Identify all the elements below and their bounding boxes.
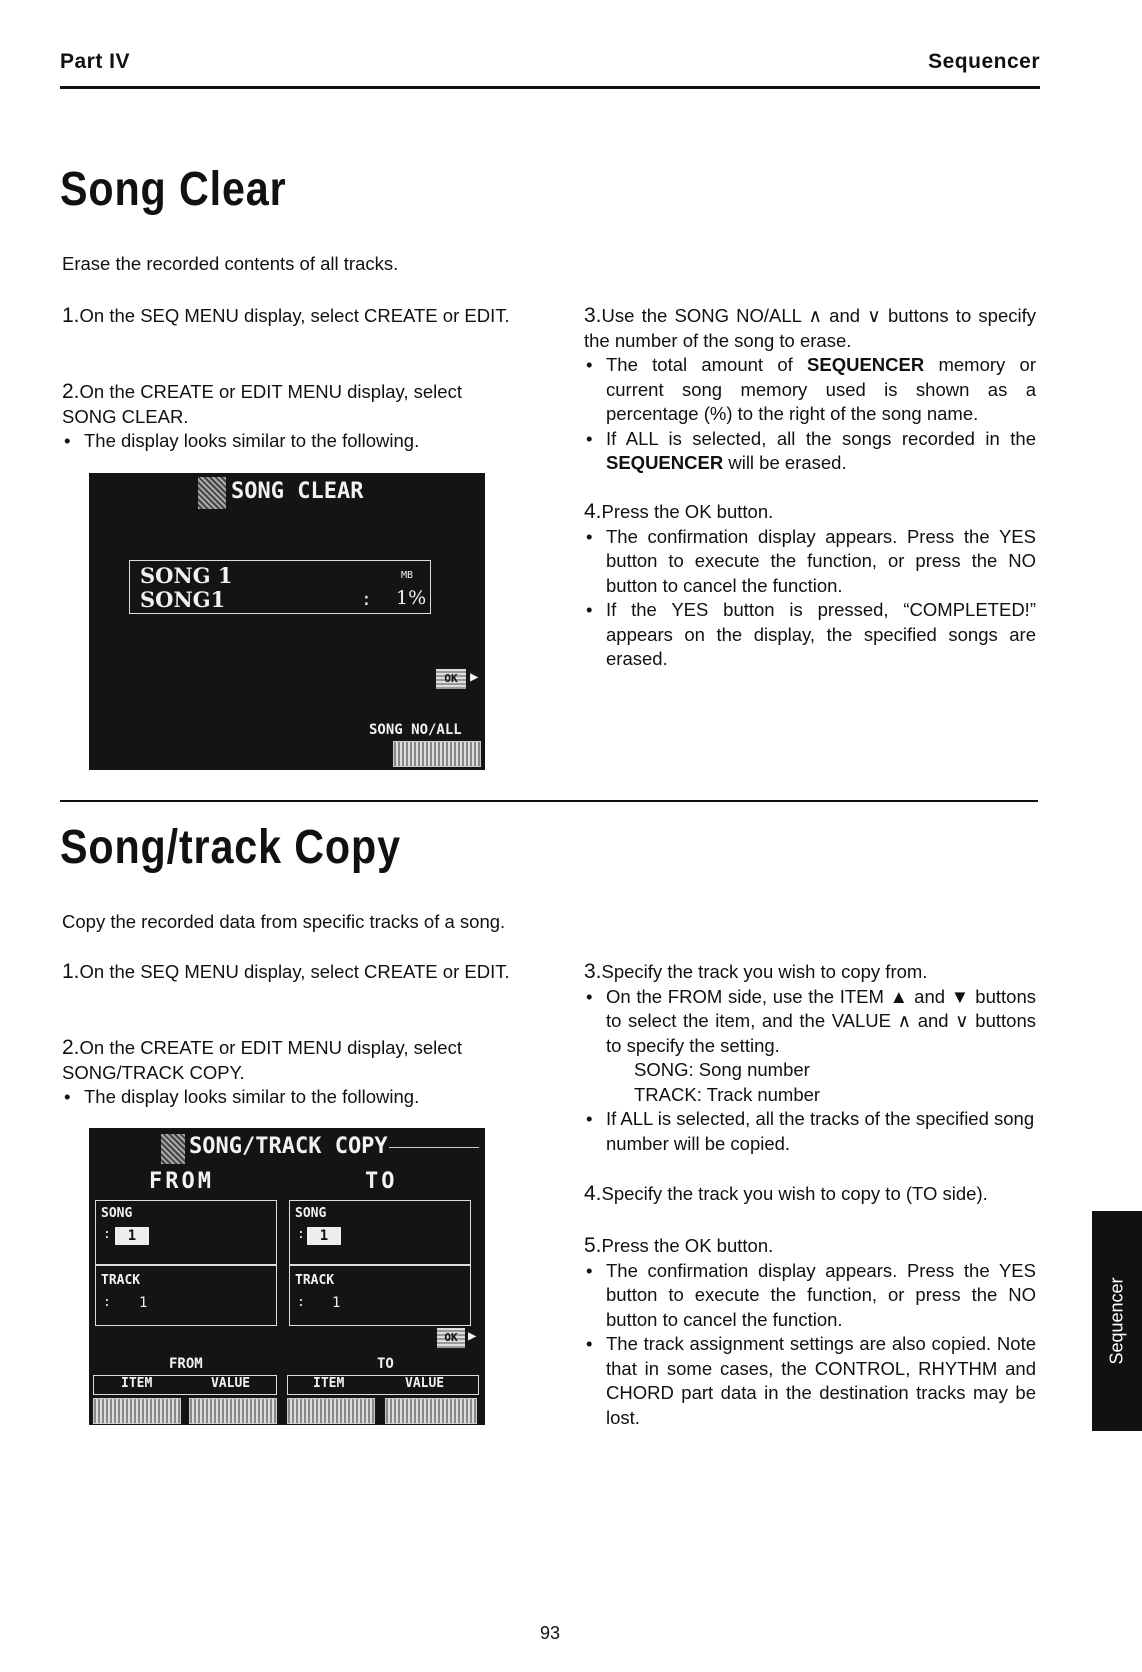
from-item-label: ITEM (121, 1376, 153, 1391)
ok-arrow-icon: ▶ (468, 1328, 477, 1344)
to-item-button[interactable] (287, 1398, 375, 1424)
from-track-colon: : (103, 1295, 111, 1310)
step-bullet: • If ALL is selected, all the songs recorded in the SEQUENCER will be erased. (584, 427, 1036, 476)
step-number: 4. (584, 500, 602, 523)
step-subitem: SONG: Song number (634, 1059, 810, 1080)
to-value-button[interactable] (385, 1398, 477, 1424)
from-heading: FROM (149, 1169, 214, 1194)
step-number: 3. (584, 960, 602, 983)
step-bullet: • The total amount of SEQUENCER memory or current song memory used is shown as a percentage (%) to the right of the song name. (584, 353, 1036, 427)
memory-value: 1% (396, 587, 427, 609)
song-name: SONG1 (140, 587, 226, 612)
header-section: Sequencer (928, 50, 1040, 73)
step-text: On the SEQ MENU display, select CREATE or EDIT. (79, 961, 510, 982)
step-number: 5. (584, 1234, 602, 1257)
song-clear-intro: Erase the recorded contents of all tracks. (62, 253, 399, 274)
song-no-all-button[interactable] (393, 741, 481, 767)
step-text: Specify the track you wish to copy from. (601, 961, 928, 982)
to-track-colon: : (297, 1295, 305, 1310)
side-tab-label: Sequencer (1106, 1277, 1127, 1365)
section-rule (60, 800, 1038, 802)
step-text: Use the SONG NO/ALL ∧ and ∨ buttons to specify the number of the song to erase. (584, 305, 1036, 351)
song-copy-step-2 (62, 1036, 512, 1110)
song-copy-screen-title: SONG/TRACK COPY (189, 1134, 388, 1159)
memory-colon: : (361, 589, 372, 610)
side-tab (1092, 1211, 1142, 1431)
to-song-label: SONG (295, 1206, 327, 1221)
step-text: On the CREATE or EDIT MENU display, select SONG/TRACK COPY. (62, 1037, 462, 1083)
to-value-label: VALUE (405, 1376, 445, 1391)
step-bullet: • The display looks similar to the following. (62, 1085, 512, 1110)
from-value-button[interactable] (189, 1398, 277, 1424)
step-text: On the CREATE or EDIT MENU display, select SONG CLEAR. (62, 381, 462, 427)
to-song-value[interactable]: 1 (307, 1227, 341, 1245)
page-number: 93 (540, 1623, 561, 1643)
song-number: SONG 1 (140, 563, 233, 588)
from-song-colon: : (103, 1227, 111, 1242)
step-number: 2. (62, 380, 80, 403)
step-text: Press the OK button. (601, 1235, 774, 1256)
song-clear-step-3 (584, 304, 1036, 476)
from-item-button[interactable] (93, 1398, 181, 1424)
step-bullet: • On the FROM side, use the ITEM ▲ and ▼ buttons to select the item, and the VALUE ∧ and ∨ buttons to specify the setting. (584, 985, 1036, 1059)
from-value-label: VALUE (211, 1376, 251, 1391)
song-copy-intro: Copy the recorded data from specific tracks of a song. (62, 911, 506, 932)
ok-arrow-icon: ▶ (470, 669, 479, 685)
ok-button[interactable]: OK (437, 1328, 465, 1348)
song-clear-step-1 (62, 304, 512, 329)
memory-label: MB (401, 570, 414, 581)
to-track-label: TRACK (295, 1273, 335, 1288)
to-track-value[interactable]: 1 (332, 1295, 341, 1311)
step-bullet: • The track assignment settings are also copied. Note that in some cases, the CONTROL, RHYTHM and CHORD part data in the destination tracks may be lost. (584, 1332, 1036, 1430)
song-no-all-label: SONG NO/ALL (369, 722, 462, 738)
to-heading: TO (365, 1169, 398, 1194)
song-copy-step-1 (62, 960, 512, 985)
song-copy-screen-icon (161, 1134, 185, 1164)
step-number: 4. (584, 1182, 602, 1205)
from-track-label: TRACK (101, 1273, 141, 1288)
step-subitem: TRACK: Track number (634, 1083, 821, 1105)
from-song-label: SONG (101, 1206, 133, 1221)
song-clear-screen-icon (198, 477, 226, 509)
from-footer-label: FROM (169, 1356, 203, 1372)
step-bullet: • The display looks similar to the following. (62, 429, 512, 454)
title-rule (389, 1147, 479, 1148)
step-number: 1. (62, 960, 80, 983)
song-copy-step-5 (584, 1234, 1036, 1430)
song-copy-screen (89, 1128, 485, 1425)
step-bullet: • If the YES button is pressed, “COMPLETED!” appears on the display, the specified songs are erased. (584, 598, 1036, 672)
song-clear-step-4 (584, 500, 1036, 672)
song-copy-step-3 (584, 960, 1036, 1156)
header-rule (60, 86, 1040, 89)
to-footer-label: TO (377, 1356, 394, 1372)
step-text: Press the OK button. (601, 501, 774, 522)
song-clear-step-2 (62, 380, 512, 454)
to-item-label: ITEM (313, 1376, 345, 1391)
from-song-value[interactable]: 1 (115, 1227, 149, 1245)
step-bullet: • The confirmation display appears. Press the YES button to execute the function, or press the NO button to cancel the function. (584, 525, 1036, 599)
step-number: 1. (62, 304, 80, 327)
song-clear-screen-title: SONG CLEAR (231, 479, 364, 504)
song-clear-screen (89, 473, 485, 770)
song-clear-title: Song Clear (60, 163, 287, 216)
header-part: Part IV (60, 50, 131, 73)
step-bullet: • The confirmation display appears. Press the YES button to execute the function, or press the NO button to cancel the function. (584, 1259, 1036, 1333)
to-song-colon: : (297, 1227, 305, 1242)
step-number: 2. (62, 1036, 80, 1059)
song-copy-title: Song/track Copy (60, 821, 401, 874)
step-text: On the SEQ MENU display, select CREATE or EDIT. (79, 305, 510, 326)
from-track-value[interactable]: 1 (139, 1295, 148, 1311)
ok-button[interactable]: OK (436, 669, 466, 689)
song-copy-step-4 (584, 1182, 1036, 1207)
step-number: 3. (584, 304, 602, 327)
step-text: Specify the track you wish to copy to (TO side). (601, 1183, 988, 1204)
step-bullet: • If ALL is selected, all the tracks of the specified song number will be copied. (584, 1107, 1036, 1156)
